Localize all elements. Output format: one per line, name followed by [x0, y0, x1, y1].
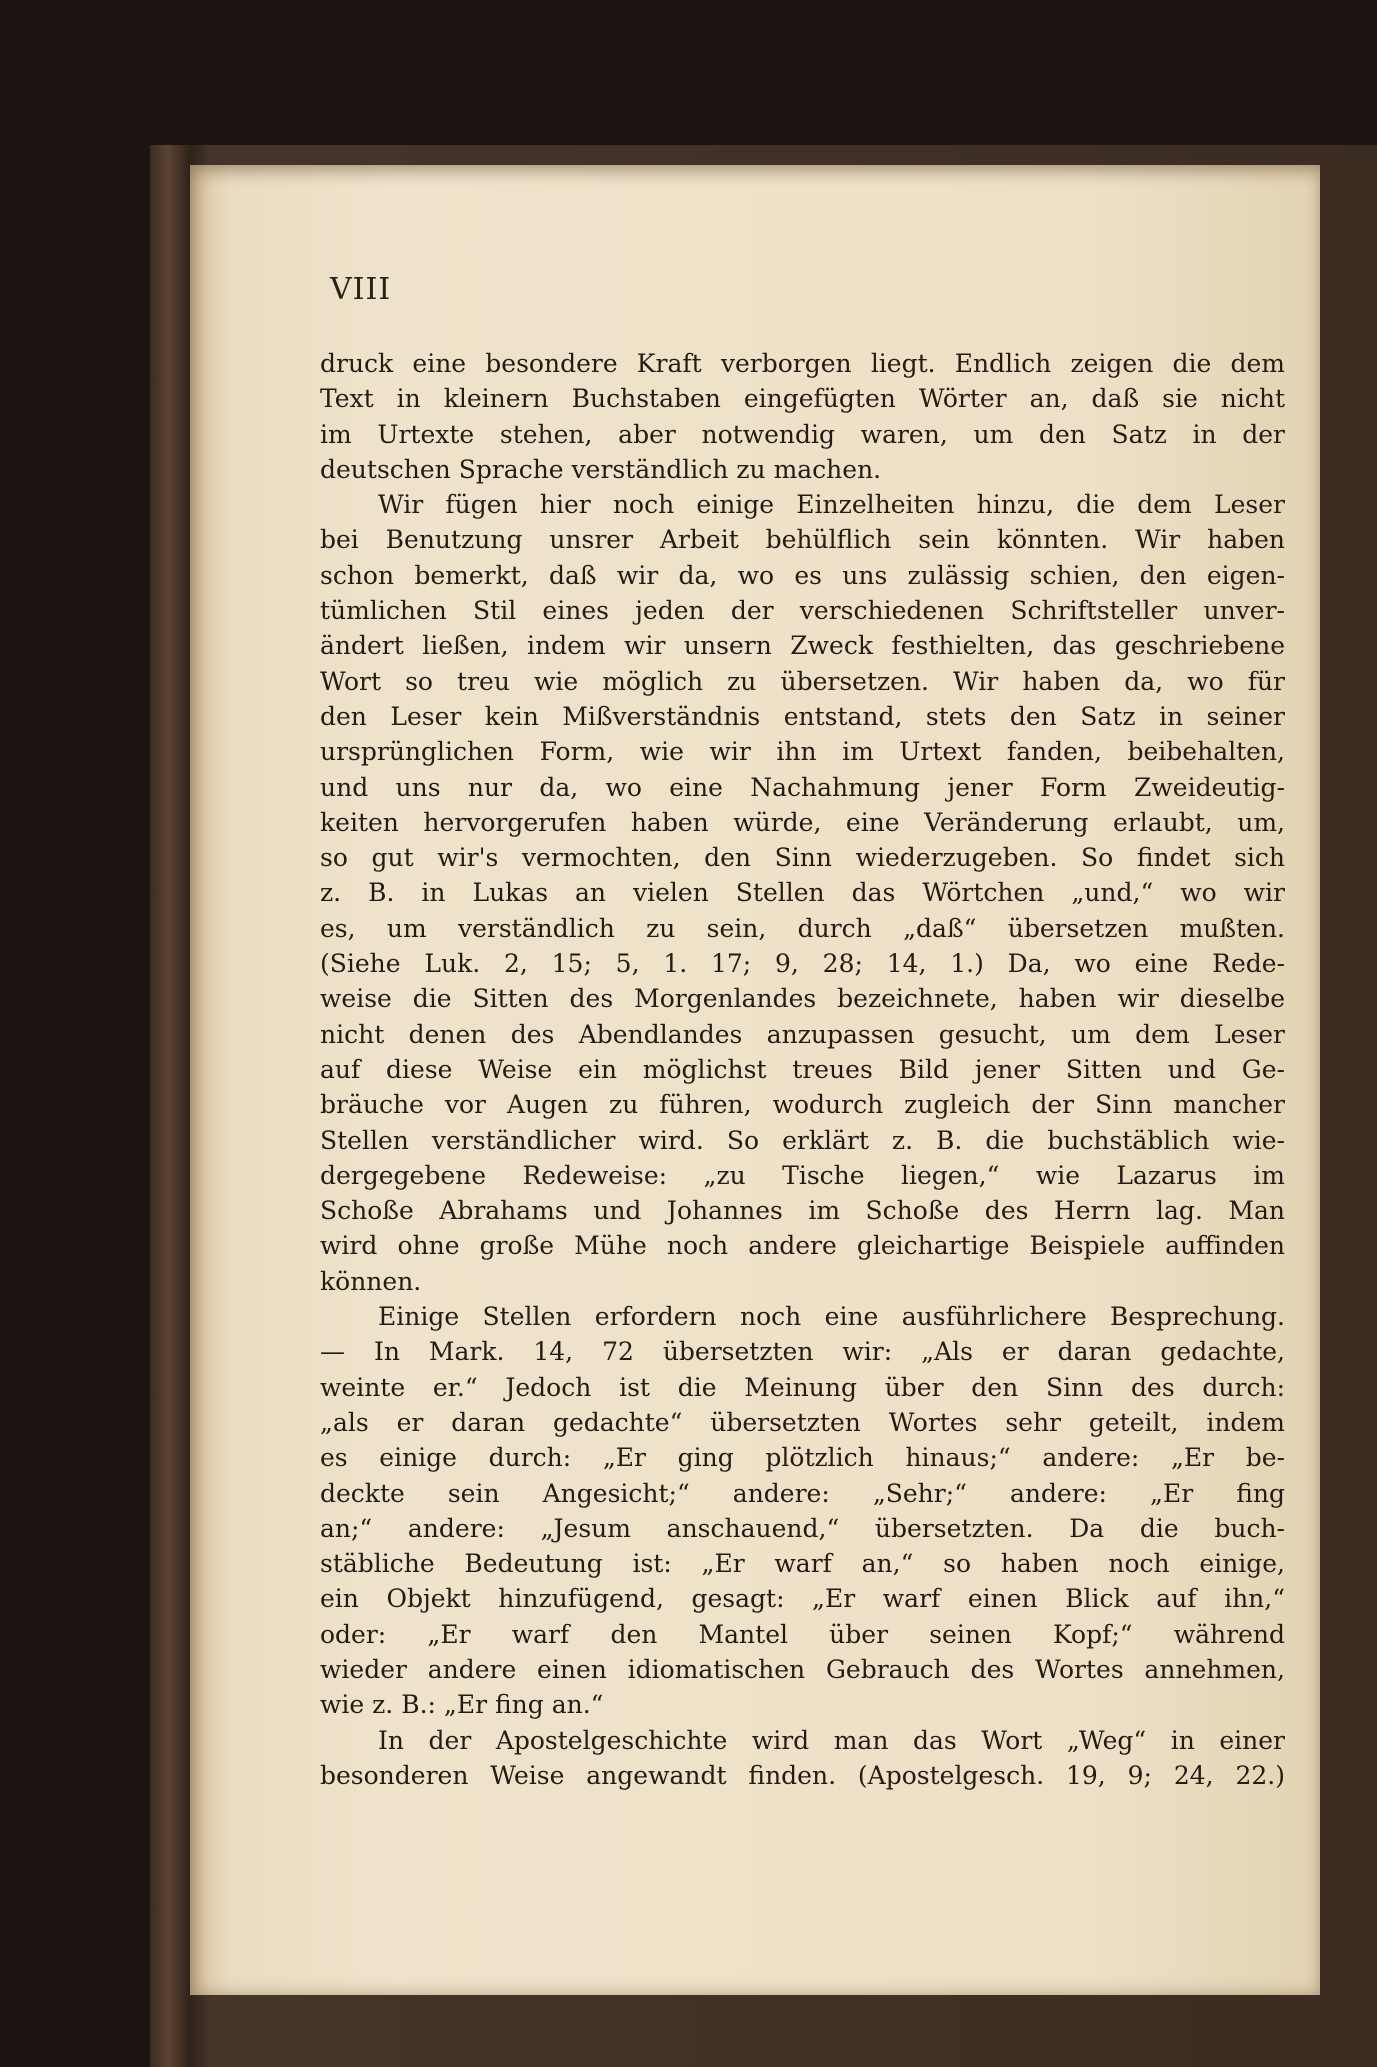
text-line: wird ohne große Mühe noch andere gleichartige Beispiele auffinden — [320, 1231, 1285, 1261]
text-line: In der Apostelgeschichte wird man das Wort „Weg“ in einer — [378, 1725, 1285, 1755]
text-line: Stellen verständlicher wird. So erklärt z. B. die buchstäblich wie- — [320, 1125, 1285, 1155]
text-line: Text in kleinern Buchstaben eingefügten Wörter an, daß sie nicht — [320, 384, 1285, 414]
text-line: Schoße Abrahams und Johannes im Schoße des Herrn lag. Man — [320, 1196, 1285, 1226]
text-line: deckte sein Angesicht;“ andere: „Sehr;“ andere: „Er fing — [320, 1478, 1285, 1508]
text-line: z. B. in Lukas an vielen Stellen das Wörtchen „und,“ wo wir — [320, 878, 1285, 908]
text-line: und uns nur da, wo eine Nachahmung jener Form Zweideutig- — [320, 772, 1285, 802]
text-line: weinte er.“ Jedoch ist die Meinung über den Sinn des durch: — [320, 1372, 1285, 1402]
text-line: schon bemerkt, daß wir da, wo es uns zulässig schien, den eigen- — [320, 560, 1285, 590]
text-line: tümlichen Stil eines jeden der verschiedenen Schriftsteller unver- — [320, 596, 1285, 626]
text-line: es einige durch: „Er ging plötzlich hinaus;“ andere: „Er be- — [320, 1443, 1285, 1473]
text-line: dergegebene Redeweise: „zu Tische liegen,“ wie Lazarus im — [320, 1160, 1285, 1190]
text-line: Wort so treu wie möglich zu übersetzen. Wir haben da, wo für — [320, 666, 1285, 696]
text-line: bei Benutzung unsrer Arbeit behülflich sein könnten. Wir haben — [320, 525, 1285, 555]
text-line: an;“ andere: „Jesum anschauend,“ übersetzten. Da die buch- — [320, 1513, 1285, 1543]
text-line: den Leser kein Mißverständnis entstand, stets den Satz in seiner — [320, 701, 1285, 731]
text-line: oder: „Er warf den Mantel über seinen Kopf;“ während — [320, 1619, 1285, 1649]
text-line: (Siehe Luk. 2, 15; 5, 1. 17; 9, 28; 14, 1.) Da, wo eine Rede- — [320, 949, 1285, 979]
text-line: weise die Sitten des Morgenlandes bezeichnete, haben wir dieselbe — [320, 984, 1285, 1014]
page-text — [320, 346, 1285, 1793]
text-line: stäbliche Bedeutung ist: „Er warf an,“ so haben noch einige, — [320, 1549, 1285, 1579]
text-line: Wir fügen hier noch einige Einzelheiten hinzu, die dem Leser — [378, 490, 1285, 520]
text-line: deutschen Sprache verständlich zu machen. — [320, 454, 882, 484]
text-line: ein Objekt hinzufügend, gesagt: „Er warf einen Blick auf ihn,“ — [320, 1584, 1285, 1614]
text-line: auf diese Weise ein möglichst treues Bild jener Sitten und Ge- — [320, 1054, 1285, 1084]
text-line: wieder andere einen idiomatischen Gebrauch des Wortes annehmen, — [320, 1654, 1285, 1684]
text-line: keiten hervorgerufen haben würde, eine Veränderung erlaubt, um, — [320, 807, 1285, 837]
text-line: druck eine besondere Kraft verborgen liegt. Endlich zeigen die dem — [320, 349, 1285, 378]
text-line: „als er daran gedachte“ übersetzten Wortes sehr geteilt, indem — [320, 1407, 1285, 1437]
text-line: Einige Stellen erfordern noch eine ausführlichere Besprechung. — [378, 1302, 1285, 1332]
text-line: ursprünglichen Form, wie wir ihn im Urtext fanden, beibehalten, — [320, 737, 1285, 767]
text-line: im Urtexte stehen, aber notwendig waren, um den Satz in der — [320, 419, 1285, 449]
text-line: wie z. B.: „Er fing an.“ — [320, 1690, 604, 1720]
page-number: VIII — [330, 272, 392, 307]
text-line: besonderen Weise angewandt finden. (Apostelgesch. 19, 9; 24, 22.) — [320, 1760, 1285, 1790]
text-line: können. — [320, 1266, 422, 1296]
text-line: es, um verständlich zu sein, durch „daß“ übersetzen mußten. — [320, 913, 1285, 943]
text-line: — In Mark. 14, 72 übersetzten wir: „Als er daran gedachte, — [320, 1337, 1285, 1367]
text-line: nicht denen des Abendlandes anzupassen gesucht, um dem Leser — [320, 1019, 1285, 1049]
text-line: so gut wir's vermochten, den Sinn wiederzugeben. So findet sich — [320, 843, 1285, 873]
text-line: ändert ließen, indem wir unsern Zweck festhielten, das geschriebene — [320, 631, 1285, 661]
text-line: bräuche vor Augen zu führen, wodurch zugleich der Sinn mancher — [320, 1090, 1285, 1120]
